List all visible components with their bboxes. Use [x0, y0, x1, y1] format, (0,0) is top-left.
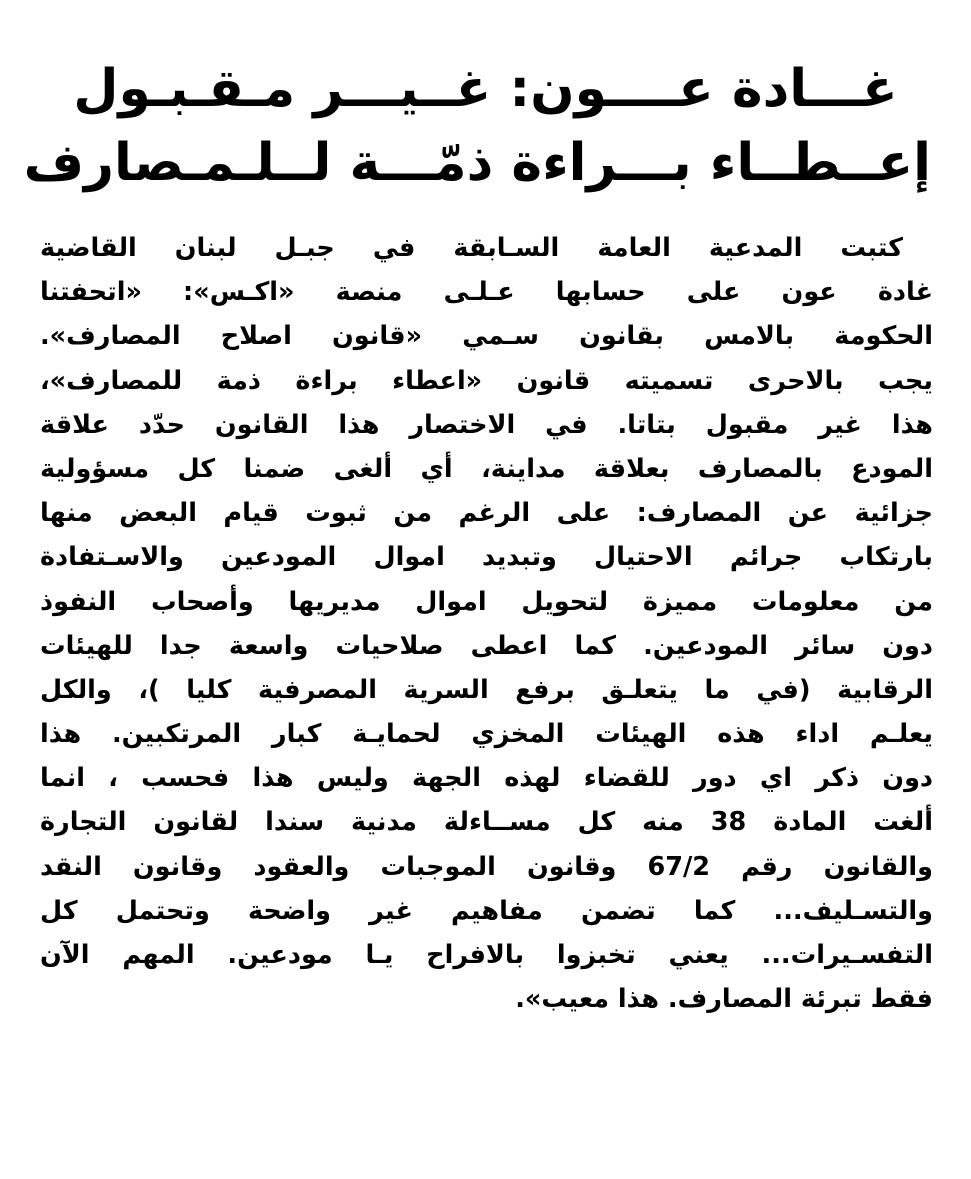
- headline-line: إعــطــاء بـــراءة ذمّـــة لــلـمـصارف: [23, 133, 931, 193]
- body-line: الحكومة بالامس بقانون سـمي «قانون اصلاح المصارف».: [40, 321, 933, 352]
- body-line: ألغت المادة 38 منه كل مســاءلة مدنية سندا لقانون التجارة: [40, 807, 933, 838]
- body-line: التفسـيرات... يعني تخبزوا بالافراح يـا مودعين. المهم الآن: [40, 940, 933, 970]
- body-line: جزائية عن المصارف: على الرغم من ثبوت قيام البعض منها: [40, 498, 933, 529]
- body-line: والقانون رقم 67/2 وقانون الموجبات والعقود وقانون النقد: [40, 851, 933, 882]
- body-line: دون سائر المودعين. كما اعطى صلاحيات واسعة جدا للهيئات: [40, 630, 933, 661]
- body-line: غادة عون على حسابها عـلـى منصة «اكـس»: «اتحفتنا: [40, 277, 933, 308]
- body-line: دون ذكر اي دور للقضاء لهذه الجهة وليس هذا فحسب ، انما: [40, 763, 933, 794]
- body-line: من معلومات مميزة لتحويل اموال مديريها وأصحاب النفوذ: [40, 586, 933, 617]
- body-line: المودع بالمصارف بعلاقة مداينة، أي ألغى ضمنا كل مسؤولية: [40, 453, 933, 484]
- article-body: [40, 226, 933, 1021]
- body-line: يجب بالاحرى تسميته قانون «اعطاء براءة ذمة للمصارف»،: [40, 365, 933, 396]
- article-headline: [23, 52, 931, 200]
- body-line: فقط تبرئة المصارف. هذا معيب».: [515, 984, 933, 1015]
- body-line: هذا غير مقبول بتاتا. في الاختصار هذا القانون حدّد علاقة: [40, 409, 933, 440]
- body-line: الرقابية (في ما يتعلـق برفع السرية المصرفية كليا )، والكل: [40, 674, 933, 705]
- body-line: بارتكاب جرائم الاحتيال وتبديد اموال المودعين والاسـتفادة: [40, 542, 933, 573]
- body-line: كتبت المدعية العامة السـابقة في جبـل لبنان القاضية: [40, 233, 903, 263]
- body-line: يعلـم اداء هذه الهيئات المخزي لحمايـة كبار المرتكبين. هذا: [40, 719, 933, 750]
- headline-line: غـــادة عــــون: غــيـــر مـقـبـول: [73, 59, 898, 119]
- body-line: والتسـليف... كما تضمن مفاهيم غير واضحة وتحتمل كل: [40, 895, 933, 926]
